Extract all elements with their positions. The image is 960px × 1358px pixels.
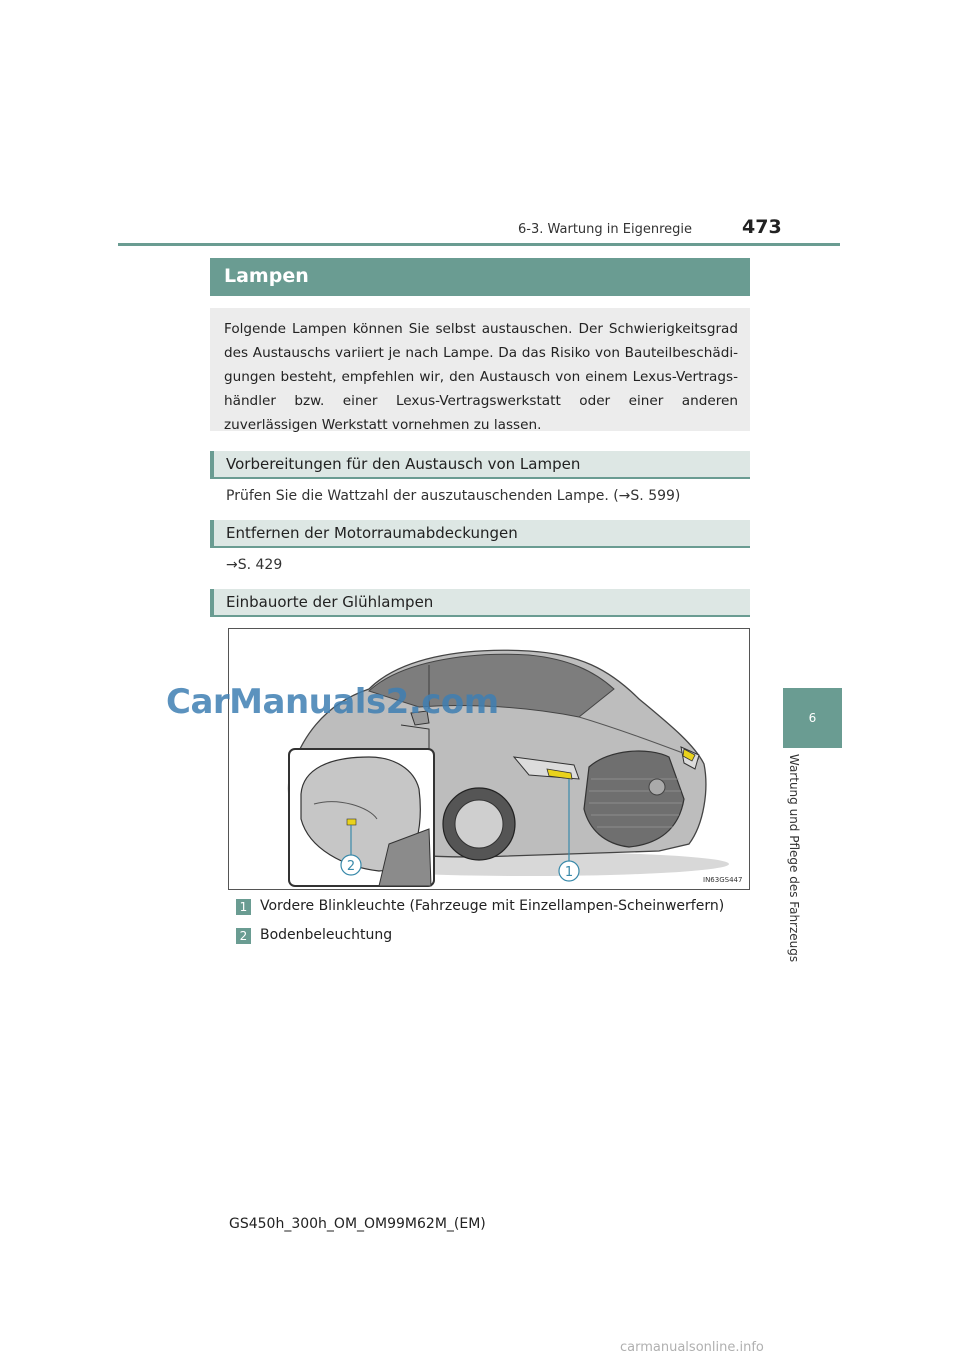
- subheading-preparation: [210, 451, 750, 479]
- emblem: [649, 779, 665, 795]
- car-drawing: [229, 629, 749, 889]
- watermark: CarManuals2.com: [166, 682, 499, 722]
- preparation-text: Prüfen Sie die Wattzahl der auszutauschenden Lampe. (→S. 599): [226, 488, 681, 504]
- figure-code: IN63GS447: [703, 876, 743, 884]
- intro-text: Folgende Lampen können Sie selbst austauschen. Der Schwierigkeitsgrad des Austauschs variiert je nach Lampe. Da das Risiko von Bauteilbeschädi-gungen besteht, empfehlen wir, den Austausch von einem Lexus-Vertrags-händler bzw. einer Lexus-Vertragswerkstatt oder einer anderen zuverlässigen Werkstatt vornehmen zu lassen.: [224, 321, 738, 433]
- document-code: GS450h_300h_OM_OM99M62M_(EM): [229, 1216, 486, 1232]
- subheading-bulb-locations: [210, 589, 750, 617]
- legend-number-1: 1: [236, 899, 251, 915]
- subheading-engine-cover: [210, 520, 750, 548]
- legend-text-1: Vordere Blinkleuchte (Fahrzeuge mit Einzellampen-Scheinwerfern): [260, 898, 725, 914]
- subheading-engine-cover-text: Entfernen der Motorraumabdeckungen: [226, 524, 518, 542]
- legend-text-2: Bodenbeleuchtung: [260, 927, 393, 943]
- page-number: 473: [742, 216, 782, 238]
- callout-label-2: 2: [346, 859, 356, 874]
- chapter-tab: [783, 688, 842, 748]
- subheading-preparation-text: Vorbereitungen für den Austausch von Lampen: [226, 455, 581, 473]
- legend-number-2: 2: [236, 928, 251, 944]
- front-rim: [455, 800, 503, 848]
- chapter-label-container: [783, 753, 805, 963]
- intro-box: [210, 308, 750, 431]
- subheading-bulb-locations-text: Einbauorte der Glühlampen: [226, 593, 434, 611]
- chapter-number: 6: [808, 711, 817, 725]
- site-watermark: carmanualsonline.info: [620, 1340, 764, 1355]
- header-divider: [118, 243, 840, 246]
- section-title: 6-3. Wartung in Eigenregie: [517, 222, 692, 237]
- car-illustration: [228, 628, 750, 890]
- engine-cover-text: →S. 429: [226, 557, 283, 573]
- callout-label-1: 1: [564, 865, 574, 880]
- main-heading-text: Lampen: [224, 265, 309, 287]
- main-heading: [210, 258, 750, 296]
- ground-lamp: [347, 819, 356, 825]
- chapter-label: Wartung und Pflege des Fahrzeugs: [787, 753, 801, 963]
